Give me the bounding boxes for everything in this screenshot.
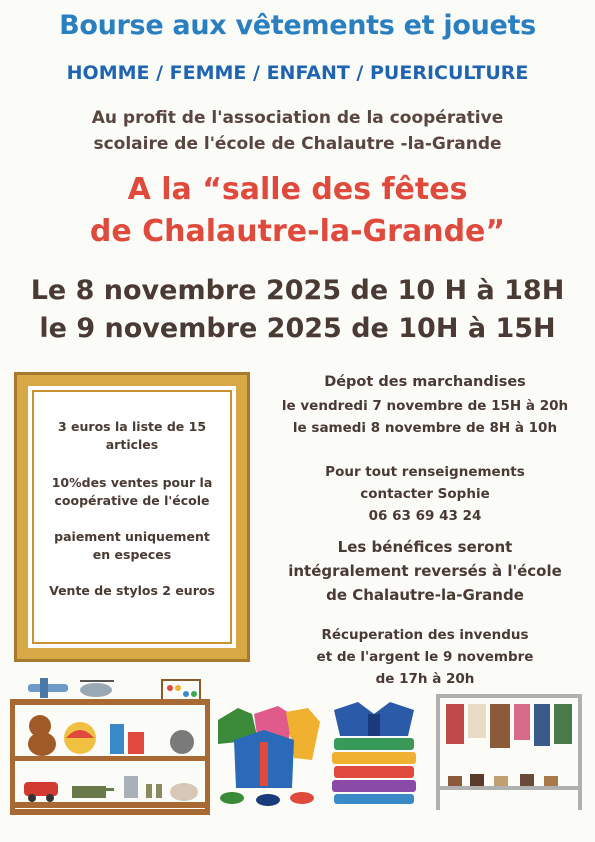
sweater-icon [334, 702, 414, 736]
jacket-icon [234, 730, 294, 788]
rule-pens: Vente de stylos 2 euros [49, 583, 215, 598]
recovery-line-1: Récuperation des invendus [321, 627, 529, 643]
hanging-clothes-icon [446, 704, 572, 748]
association-line-2: scolaire de l'école de Chalautre -la-Grande [93, 134, 502, 154]
date-line-1: Le 8 novembre 2025 de 10 H à 18H [30, 275, 565, 306]
toy-helicopter-icon [80, 680, 114, 697]
poster-subtitle: HOMME / FEMME / ENFANT / PUERICULTURE [66, 62, 529, 84]
association-line-1: Au profit de l'association de la coopérative [91, 108, 504, 128]
toy-figures-icon [146, 784, 162, 798]
shoes-row-icon [448, 774, 558, 786]
toy-shelf-illustration [10, 676, 210, 816]
benefits-line-1: Les bénéfices seront [337, 538, 513, 556]
toy-car-icon [24, 782, 58, 802]
rule-payment [34, 528, 230, 564]
rule-commission-line-a: 10%des ventes pour la [51, 475, 213, 490]
pricing-frame [14, 372, 250, 662]
teddy-bear-icon [28, 715, 56, 756]
toy-blocks-icon [110, 724, 144, 754]
toy-robot-icon [124, 776, 138, 798]
date-line-2: le 9 novembre 2025 de 10H à 15H [39, 313, 556, 344]
folded-clothes-illustration [328, 700, 420, 808]
benefits-line-3: de Chalautre-la-Grande [326, 586, 524, 604]
venue-line-1: A la “salle des fêtes [127, 172, 468, 207]
plush-toy-icon [170, 783, 198, 801]
bowling-ball-icon [170, 730, 194, 754]
recovery-line-2: et de l'argent le 9 novembre [316, 649, 534, 665]
rule-payment-line-b: en especes [92, 547, 172, 562]
shoes-icon [220, 792, 314, 806]
info-phone: 06 63 69 43 24 [368, 508, 482, 524]
rule-price [34, 418, 230, 454]
depot-line-1: le vendredi 7 novembre de 15H à 20h [281, 398, 569, 414]
clothes-rack-illustration [208, 700, 326, 810]
toy-abacus-icon [162, 680, 200, 702]
venue-line-2: de Chalautre-la-Grande” [89, 214, 506, 249]
info-line-1: Pour tout renseignements [325, 464, 525, 480]
rule-commission [34, 474, 230, 510]
wardrobe-rack-illustration [430, 690, 588, 814]
info-line-2: contacter Sophie [360, 486, 490, 502]
poster-title: Bourse aux vêtements et jouets [59, 10, 536, 41]
rule-payment-line-a: paiement uniquement [54, 529, 210, 544]
rule-price-line-b: articles [105, 437, 159, 452]
depot-line-2: le samedi 8 novembre de 8H à 10h [292, 420, 558, 436]
rule-commission-line-b: coopérative de l'école [54, 493, 210, 508]
ball-icon [64, 722, 96, 754]
benefits-line-2: intégralement reversés à l'école [288, 562, 562, 580]
pricing-frame-inner [32, 390, 232, 644]
toy-tank-icon [72, 786, 114, 798]
depot-title: Dépot des marchandises [324, 374, 526, 390]
toy-plane-icon [28, 678, 68, 698]
recovery-line-3: de 17h à 20h [375, 671, 475, 687]
rule-price-line-a: 3 euros la liste de 15 [57, 419, 207, 434]
